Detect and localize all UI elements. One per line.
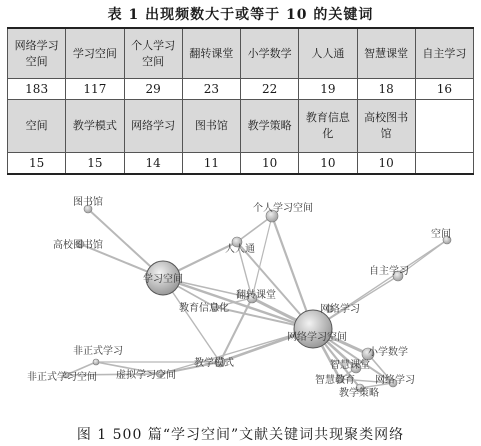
count-cell: 23 (182, 79, 240, 100)
keyword-cell: 翻转课堂 (182, 28, 240, 79)
keyword-frequency-table (7, 27, 474, 175)
network-labels (27, 195, 451, 399)
count-cell: 18 (357, 79, 415, 100)
label-feizhengshikongjian: 非正式学习空间 (27, 372, 97, 383)
count-cell: 10 (241, 153, 299, 175)
keyword-cell: 学习空间 (66, 28, 124, 79)
label-wangluokongjian: 网络学习空间 (287, 332, 347, 343)
empty-cell (415, 153, 473, 175)
label-wangluoxuexi: 网络学习 (320, 304, 360, 315)
count-cell: 15 (8, 153, 66, 175)
node-feizhengshi (93, 359, 99, 365)
keyword-cell: 网络学习空间 (8, 28, 66, 79)
label-gerenkongjian: 个人学习空间 (253, 203, 313, 214)
label-feizhengshi: 非正式学习 (73, 346, 123, 357)
count-row-1 (8, 79, 474, 100)
keyword-cooccurrence-network (0, 182, 481, 420)
keyword-row-2 (8, 100, 474, 153)
count-cell: 29 (124, 79, 182, 100)
label-zhihuiketang: 智慧课堂 (330, 360, 370, 371)
label-tushuguan: 图书馆 (73, 197, 103, 208)
label-xuexikongjian: 学习空间 (143, 274, 183, 285)
count-cell: 15 (66, 153, 124, 175)
keyword-cell: 自主学习 (415, 28, 473, 79)
keyword-cell: 高校图书馆 (357, 100, 415, 153)
count-cell: 14 (124, 153, 182, 175)
keyword-cell: 小学数学 (241, 28, 299, 79)
count-cell: 10 (357, 153, 415, 175)
empty-cell (415, 100, 473, 153)
label-xiaoxue: 小学数学 (368, 347, 408, 358)
count-cell: 22 (241, 79, 299, 100)
keyword-cell: 网络学习 (124, 100, 182, 153)
label-kongjian: 空间 (431, 229, 451, 240)
count-cell: 16 (415, 79, 473, 100)
label-jiaoxuemoshi: 教学模式 (194, 358, 234, 369)
count-row-2 (8, 153, 474, 175)
label-wangluoxuexi2: 网络学习 (375, 375, 415, 386)
count-cell: 11 (182, 153, 240, 175)
label-zizhu: 自主学习 (369, 266, 409, 277)
keyword-cell: 空间 (8, 100, 66, 153)
table-title: 表 1 出现频数大于或等于 10 的关键词 (107, 7, 374, 23)
keyword-cell: 图书馆 (182, 100, 240, 153)
keyword-cell: 人人通 (299, 28, 357, 79)
count-cell: 183 (8, 79, 66, 100)
keyword-cell: 智慧课堂 (357, 28, 415, 79)
label-zhihuijiaoyu: 智慧教育 (315, 375, 355, 386)
label-jiaoyuxinxi: 教育信息化 (179, 303, 229, 314)
figure-caption: 图 1 500 篇“学习空间”文献关键词共现聚类网络 (76, 427, 405, 443)
label-renrentong: 人人通 (225, 244, 255, 255)
keyword-cell: 教学模式 (66, 100, 124, 153)
keyword-cell: 教学策略 (241, 100, 299, 153)
label-gaoxiao: 高校图书馆 (53, 240, 103, 251)
label-xuni: 虚拟学习空间 (116, 370, 176, 381)
label-jiaoxuecelue: 教学策略 (339, 388, 379, 399)
keyword-row-1 (8, 28, 474, 79)
keyword-cell: 个人学习空间 (124, 28, 182, 79)
count-cell: 10 (299, 153, 357, 175)
label-fanzhuan: 翻转课堂 (236, 290, 276, 301)
count-cell: 19 (299, 79, 357, 100)
keyword-cell: 教育信息化 (299, 100, 357, 153)
count-cell: 117 (66, 79, 124, 100)
